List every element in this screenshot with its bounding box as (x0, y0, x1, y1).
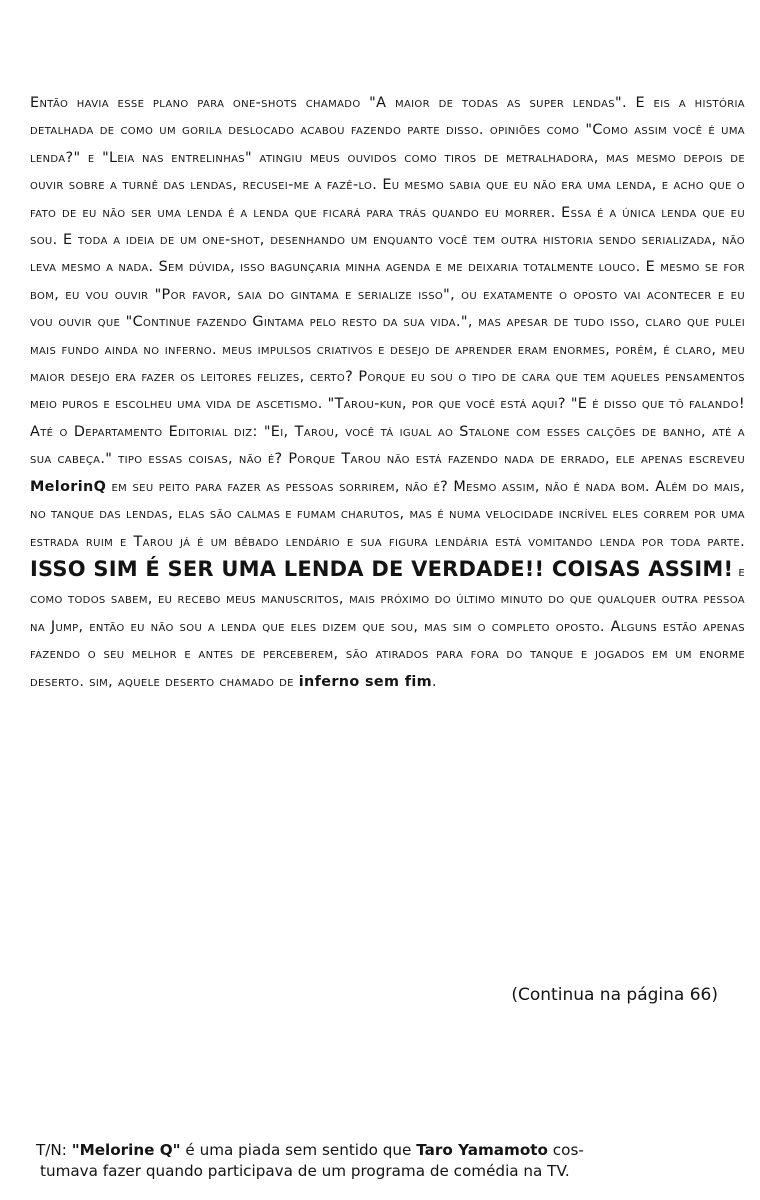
shout-emphasis: ISSO SIM É SER UMA LENDA DE VERDADE!! COISAS ASSIM! (30, 556, 734, 581)
body-paragraph-part-1: Então havia esse plano para one-shots chamado "A maior de todas as super lendas". E eis a história detalhada de como um gorila deslocado acabou fazendo parte disso. opiniões como "Como assim você é uma lenda?" e "Leia nas entrelinhas" atingiu meus ouvidos como tiros de metralhadora, mas mesmo depois de ouvir sobre a turnê das lendas, recusei-me a fazê-lo. Eu mesmo sabia que eu não era uma lenda, e acho que o fato de eu não ser uma lenda é a lenda que ficará para trás quando eu morrer. Essa é a única lenda que eu sou. E toda a ideia de um one-shot, desenhando um enquanto você tem outra historia sendo serializada, não leva mesmo a nada. Sem dúvida, isso bagunçaria minha agenda e me deixaria totalmente louco. E mesmo se for bom, eu vou ouvir "Por favor, saia do gintama e serialize isso", ou exatamente o oposto vai acontecer e eu vou ouvir que "Continue fazendo Gintama pelo resto da sua vida.", mas apesar de tudo isso, claro que pulei mais fundo ainda no inferno. meus impulsos criativos e desejo de aprender eram enormes, porém, é claro, meu maior desejo era fazer os leitores felizes, certo? Porque eu sou o tipo de cara que tem aqueles pensamentos meio puros e escolheu uma vida de ascetismo. "Tarou-kun, por que você está aqui? "E é disso que tô falando! Até o Departamento Editorial diz: "Ei, Tarou, você tá igual ao Stalone com esses calções de banho, até a sua cabeça." tipo essas coisas, não é? Porque Tarou não está fazendo nada de errado, ele apenas escreveu (30, 95, 745, 468)
tn-line2: tumava fazer quando participava de um programa de comédia na TV. (40, 1162, 570, 1180)
tn-taro-yamamoto: Taro Yamamoto (416, 1141, 548, 1159)
melorinq-emphasis: MelorinQ (30, 478, 107, 495)
tn-line1-end: cos- (547, 1141, 584, 1159)
tn-melorine-q: "Melorine Q" (71, 1141, 181, 1159)
body-paragraph-part-3: e como todos sabem, eu recebo meus manuscritos, mais próximo do último minuto do que qualquer outra pessoa na Jump, então eu não sou a lenda que eles dizem que sou, mas sim o completo oposto. Alguns estão apenas fazendo o seu melhor e antes de perceberem, são atirados para fora do tanque e jogados em um enorme deserto. sim, aquele deserto chamado de (30, 563, 745, 690)
body-paragraph-part-2: em seu peito para fazer as pessoas sorrirem, não é? Mesmo assim, não é nada bom. Além do mais, no tanque das lendas, elas são calmas e fumam charutos, mas é numa velocidade incrível eles correm por uma estrada ruim e Tarou já é um bêbado lendário e sua figura lendária está vomitando lenda por toda parte. (30, 478, 745, 550)
translator-note (36, 1140, 676, 1182)
afterword-body-text (30, 90, 745, 696)
continue-note: (Continua na página 66) (511, 985, 718, 1005)
tn-prefix: T/N: (36, 1141, 72, 1159)
body-paragraph-end: . (431, 673, 437, 690)
tn-mid-text: é uma piada sem sentido que (180, 1141, 417, 1159)
inferno-sem-fim-emphasis: inferno sem fim (298, 673, 432, 690)
